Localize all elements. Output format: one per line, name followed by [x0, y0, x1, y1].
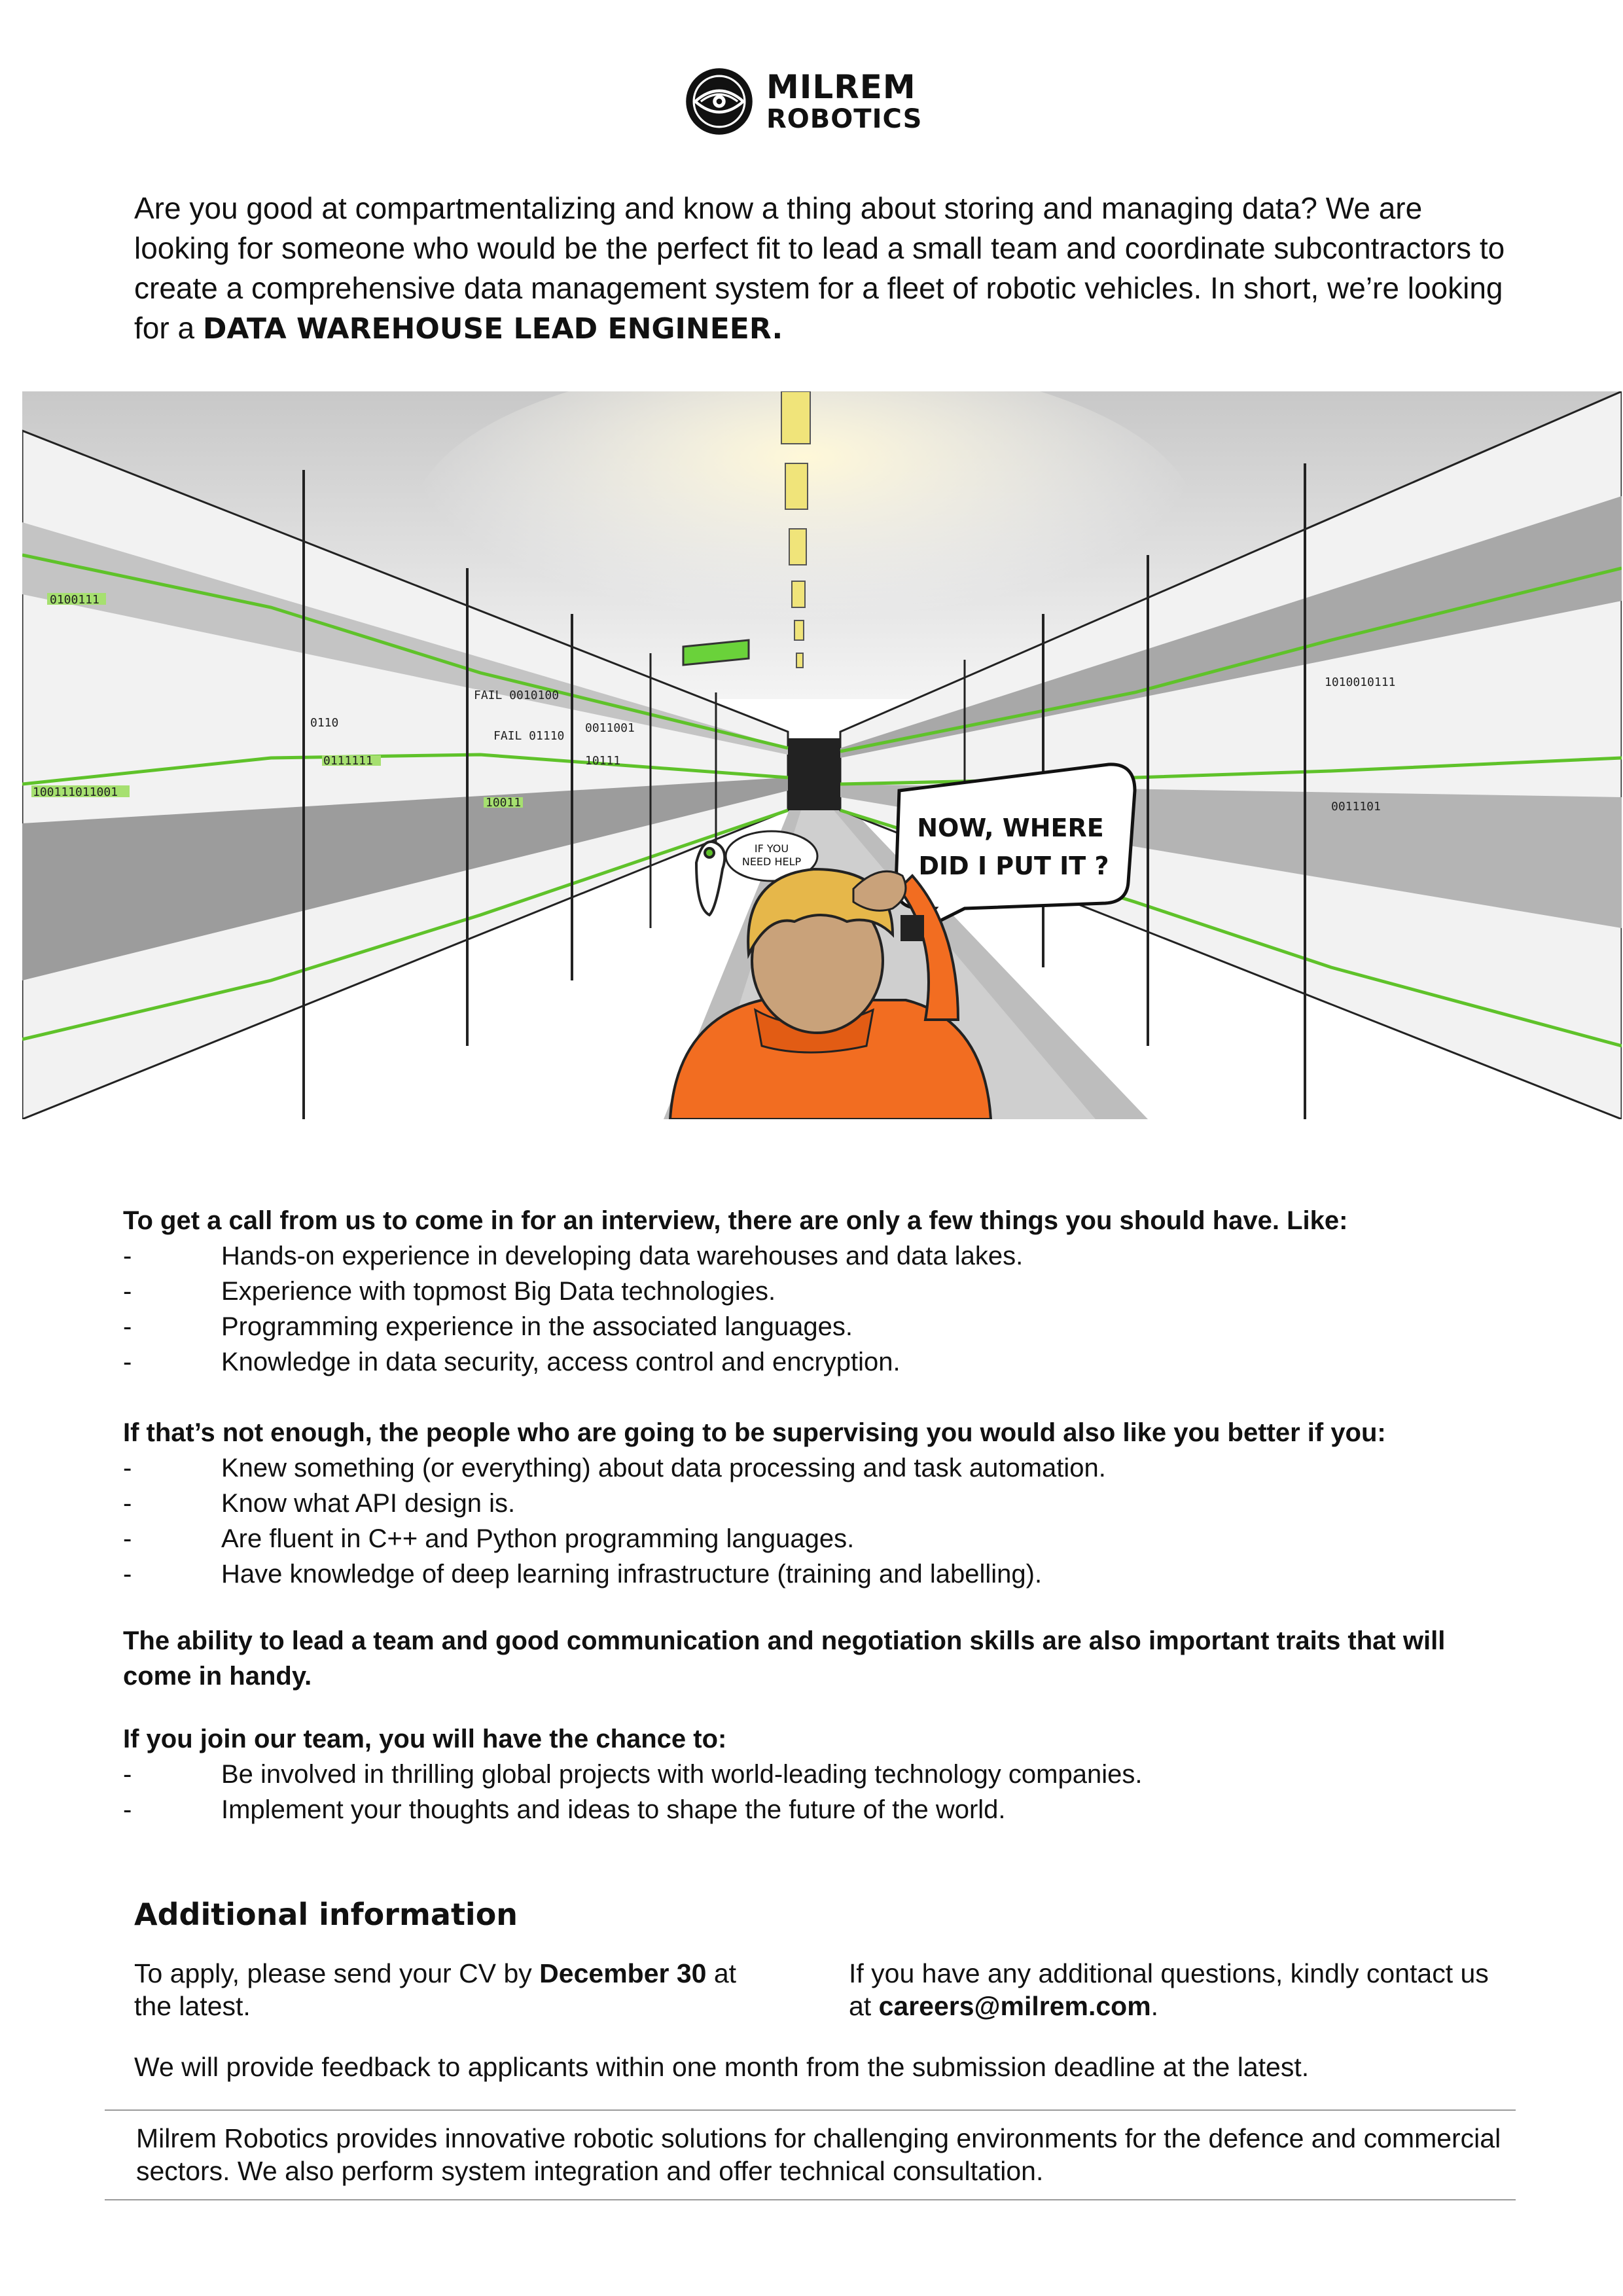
robot-speech-line-1: IF YOU	[754, 842, 789, 855]
benefits-heading: If you join our team, you will have the chance to:	[123, 1725, 727, 1753]
additional-info-title: Additional information	[134, 1897, 518, 1932]
requirements-heading: To get a call from us to come in for an interview, there are only a few things you should have. Like:	[123, 1206, 1348, 1235]
divider-bottom	[105, 2199, 1516, 2200]
list-item-text: Are fluent in C++ and Python programming languages.	[221, 1524, 855, 1553]
requirements-section	[123, 1203, 1510, 1380]
list-item-text: Know what API design is.	[221, 1489, 516, 1518]
bullet-marker: -	[123, 1242, 132, 1270]
label-1: 0100111	[50, 593, 99, 607]
label-2: 100111011001	[33, 785, 118, 799]
logo-line-2: ROBOTICS	[766, 104, 923, 134]
intro-paragraph	[134, 188, 1508, 349]
list-item-text: Have knowledge of deep learning infrastructure (training and labelling).	[221, 1560, 1043, 1588]
list-item	[123, 1344, 1510, 1380]
list-item-text: Hands-on experience in developing data warehouses and data lakes.	[221, 1242, 1024, 1270]
contact-suffix: .	[1150, 1991, 1159, 2021]
feedback-note: We will provide feedback to applicants within one month from the submission deadline at the latest.	[134, 2052, 1310, 2082]
list-item	[123, 1450, 1510, 1486]
bullet-marker: -	[123, 1795, 132, 1824]
logo-line-1: MILREM	[766, 68, 916, 106]
list-item-text: Knowledge in data security, access control and encryption.	[221, 1348, 901, 1376]
apply-prefix: To apply, please send your CV by	[134, 1958, 532, 1988]
list-item-text: Knew something (or everything) about data processing and task automation.	[221, 1454, 1106, 1482]
list-item-text: Programming experience in the associated languages.	[221, 1312, 853, 1341]
bullet-marker: -	[123, 1348, 132, 1376]
robot-speech-line-2: NEED HELP	[741, 855, 802, 868]
list-item	[123, 1238, 1510, 1274]
ceiling-light	[781, 391, 810, 444]
traits-text: The ability to lead a team and good communication and negotiation skills are also important traits that will come in handy.	[123, 1626, 1446, 1691]
speech-line-2: DID I PUT IT ?	[918, 852, 1109, 880]
bullet-marker: -	[123, 1524, 132, 1553]
speech-line-1: NOW, WHERE	[917, 814, 1104, 842]
nice-to-have-list	[123, 1450, 1510, 1592]
list-item-text: Experience with topmost Big Data technologies.	[221, 1277, 776, 1306]
helper-robot	[696, 842, 724, 915]
corridor-end	[788, 738, 840, 810]
list-item-text: Implement your thoughts and ideas to shape the future of the world.	[221, 1795, 1006, 1824]
divider-top	[105, 2109, 1516, 2111]
label-6: FAIL 0010100	[474, 689, 560, 702]
job-title-highlight: DATA WAREHOUSE LEAD ENGINEER.	[202, 312, 783, 346]
nice-to-have-section	[123, 1415, 1510, 1592]
list-item	[123, 1757, 1510, 1792]
list-item	[123, 1274, 1510, 1309]
list-item-text: Be involved in thrilling global projects with world-leading technology companies.	[221, 1760, 1143, 1789]
apply-instructions	[134, 1957, 762, 2022]
benefits-section	[123, 1721, 1510, 1827]
bullet-marker: -	[123, 1312, 132, 1341]
traits-section	[123, 1623, 1510, 1694]
company-logo	[684, 65, 922, 137]
list-item	[123, 1556, 1510, 1592]
label-3: 0110	[310, 716, 339, 730]
benefits-list	[123, 1757, 1510, 1827]
apply-deadline: December 30	[539, 1958, 707, 1988]
data-warehouse-illustration	[22, 391, 1622, 1119]
bullet-marker: -	[123, 1560, 132, 1588]
list-item	[123, 1521, 1510, 1556]
bullet-marker: -	[123, 1489, 132, 1518]
list-item	[123, 1792, 1510, 1827]
label-5: 10011	[486, 796, 522, 810]
label-7: FAIL 01110	[493, 729, 565, 743]
apply-suffix: at the latest.	[134, 1958, 737, 2021]
list-item	[123, 1309, 1510, 1344]
bullet-marker: -	[123, 1454, 132, 1482]
company-about: Milrem Robotics provides innovative robotic solutions for challenging environments for the defence and commercial sectors. We also perform system integration and offer technical consultation.	[136, 2123, 1501, 2186]
label-8: 0011001	[585, 721, 635, 735]
label-9: 10111	[585, 754, 621, 768]
logo-wordmark	[766, 68, 923, 134]
contact-email-link[interactable]: careers@milrem.com	[878, 1991, 1151, 2021]
intro-text: Are you good at compartmentalizing and know a thing about storing and managing data? We are looking for someone who would be the perfect fit to lead a small team and coordinate subcontractors to create a comprehensive data management system for a fleet of robotic vehicles. In short, we’re looking for a	[134, 191, 1505, 345]
label-4: 0111111	[323, 754, 373, 768]
bullet-marker: -	[123, 1760, 132, 1789]
milrem-eye-logo-icon	[684, 66, 755, 137]
nice-to-have-heading: If that’s not enough, the people who are going to be supervising you would also like you better if you:	[123, 1418, 1386, 1447]
list-item	[123, 1486, 1510, 1521]
label-11: 0011101	[1331, 800, 1381, 814]
bullet-marker: -	[123, 1277, 132, 1306]
contact-instructions	[849, 1957, 1503, 2022]
requirements-list	[123, 1238, 1510, 1380]
label-10: 1010010111	[1325, 675, 1396, 689]
contact-prefix: If you have any additional questions, kindly contact us at	[849, 1958, 1489, 2021]
